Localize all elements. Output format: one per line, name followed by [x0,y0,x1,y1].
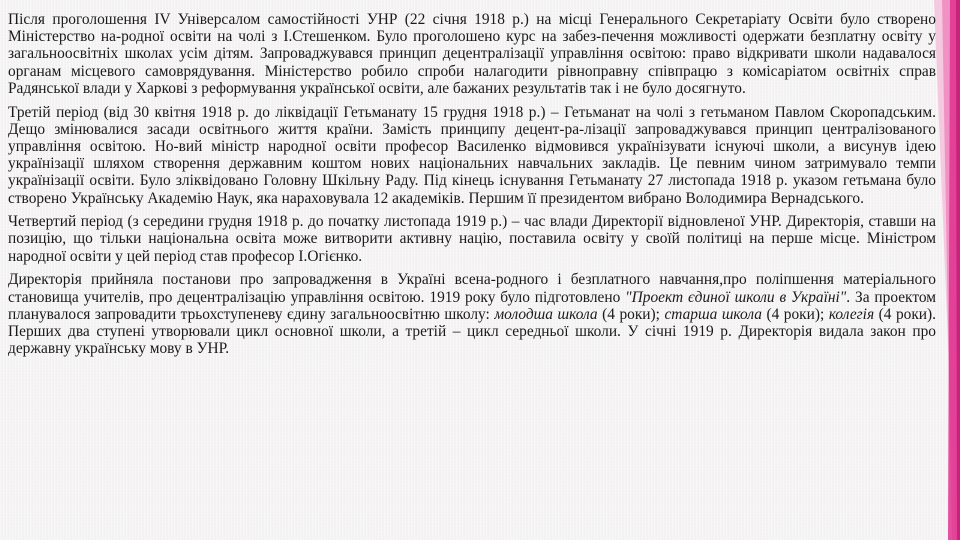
school-level-junior: молодша школа [494,305,598,323]
school-level-senior: старша школа [664,305,762,323]
paragraph-4-text-c: . За проектом планувалося запровадити трьохступеневу єдину загальноосвітню школу: [8,288,936,323]
paragraph-4-text-e: (4 роки); [597,305,665,323]
project-title: "Проект єдиної школи в Україні" [625,288,847,306]
paragraph-2: Третій період (від 30 квітня 1918 р. до ліквідації Гетьманату 15 грудня 1918 р.) – Гетьманат на чолі з гетьманом Павлом Скоропадським. Дещо змінювалися засади освітнього життя країни. Замість принципу децент-ра-лізації запроваджувався принцип централізованого управління освітою. Но-вий міністр народної освіти професор Василенко відмовився українізувати існуючі школи, а висунув ідею українізації шляхом створення державним коштом нових національних навчальних закладів. Це певним чином затримувало темпи українізації освіти. Було зліквідовано Головну Шкільну Раду. Під кінець існування Гетьманату 27 листопада 1918 р. указом гетьмана було створено Українську Академію Наук, яка нараховувала 12 академіків. Першим її президентом вибрано Володимира Вернадського. [8,103,936,207]
paragraph-4 [8,271,936,357]
paragraph-4-text-g: (4 роки); [761,305,829,323]
school-level-college: колегія [828,305,875,323]
paragraph-1: Після проголошення IV Універсалом самостійності УНР (22 січня 1918 р.) на місці Генерального Секретаріату Освіти було створено Міністерство на-родної освіти на чолі з І.Стешенком. Було проголошено курс на забез-печення можливості одержати безплатну освіту у загальноосвітніх школах усім дітям. Запроваджувався принцип децентралізації управління освітою: право відкривати школи надавалося органам місцевого самоврядування. Міністерство робило спроби налагодити рівноправну співпрацю з комісаріатом освітніх справ Радянської влади у Харкові з реформування української освіти, але бажаних результатів так і не було досягнуто. [8,11,936,97]
paragraph-4-text-a: Директорія прийняла постанови про запровадження в Україні всена-родного і безплатного навчання,про поліпшення матеріального становища учителів, про децентралізацію управління освітою. 1919 року було підготовлено [8,271,936,306]
text-content [8,11,936,357]
paragraph-3: Четвертий період (з середини грудня 1918 р. до початку листопада 1919 р.) – час влади Директорії відновленої УНР. Директорія, ставши на позицію, що тільки національна освіта може витворити активну націю, поставила освіту у своїй політиці на перше місце. Міністром народної освіти у цей період став професор І.Огієнко. [8,213,936,265]
paragraph-4-text-i: (4 роки). Перших два ступені утворювали цикл основної школи, а третій – цикл середньої школи. У січні 1919 р. Директорія видала закон про державну українську мову в УНР. [8,305,937,358]
